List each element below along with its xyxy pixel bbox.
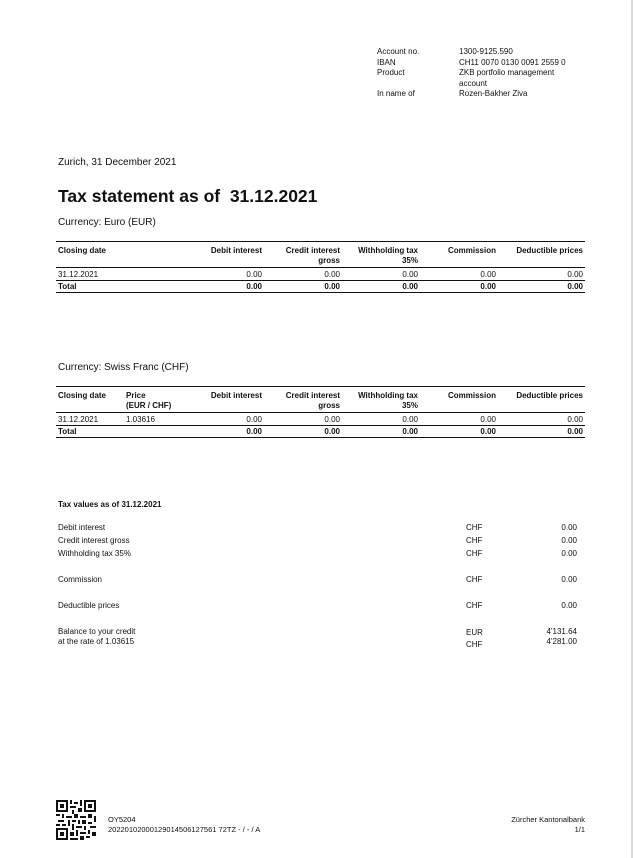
document-code: OY5204 [108, 815, 136, 824]
col-commission: Commission [420, 242, 498, 257]
cell-commission: 0.00 [420, 413, 498, 426]
qr-code-icon [56, 800, 96, 840]
col-deductible: Deductible prices [498, 387, 585, 402]
table-row [56, 268, 585, 281]
cell-total-deductible: 0.00 [498, 281, 585, 293]
cell-total-withholding: 0.00 [342, 281, 420, 293]
tax-values-labels [58, 521, 131, 560]
account-values [459, 47, 566, 100]
tv-currency: EUR [466, 628, 483, 637]
tv-value: 0.00 [561, 523, 577, 532]
col-commission: Commission [420, 387, 498, 402]
col-debit-interest: Debit interest [196, 242, 264, 257]
tv-value: 0.00 [561, 536, 577, 545]
col-credit-interest: Credit interest [264, 242, 342, 257]
account-labels [377, 47, 419, 100]
chf-table [56, 386, 585, 438]
footer-left [108, 815, 260, 835]
cell-deductible: 0.00 [498, 268, 585, 281]
total-row [56, 426, 585, 438]
place-date: Zurich, 31 December 2021 [58, 157, 177, 168]
tv-label-withholding: Withholding tax 35% [58, 549, 131, 558]
cell-deductible: 0.00 [498, 413, 585, 426]
chf-currency-label: Currency: Swiss Franc (CHF) [58, 362, 189, 373]
col-withholding-sub: 35% [342, 256, 420, 268]
col-credit-interest-sub: gross [264, 256, 342, 268]
tv-label-commission: Commission [58, 575, 103, 584]
tv-value: 0.00 [561, 601, 577, 610]
tax-values-title: Tax values as of 31.12.2021 [58, 500, 162, 509]
col-debit-interest: Debit interest [196, 387, 264, 402]
col-withholding-sub: 35% [342, 401, 420, 413]
document-reference: 20220102000129014506127561 72TZ - / - / A [108, 825, 261, 834]
tv-currency: CHF [466, 536, 483, 545]
cell-total-credit: 0.00 [264, 426, 342, 438]
cell-debit: 0.00 [196, 268, 264, 281]
tv-label-rate: at the rate of 1.03615 [58, 637, 135, 646]
cell-debit: 0.00 [196, 413, 264, 426]
cell-total-withholding: 0.00 [342, 426, 420, 438]
tv-label-debit: Debit interest [58, 523, 106, 532]
col-closing-date: Closing date [56, 242, 196, 257]
iban-label: IBAN [377, 57, 396, 67]
eur-table [56, 241, 585, 293]
cell-total-commission: 0.00 [420, 281, 498, 293]
table-row [56, 413, 585, 426]
tv-value: 0.00 [561, 575, 577, 584]
cell-total-label: Total [56, 426, 124, 438]
cell-withholding: 0.00 [342, 413, 420, 426]
cell-total-commission: 0.00 [420, 426, 498, 438]
col-credit-interest: Credit interest [264, 387, 342, 402]
tv-value: 4'281.00 [546, 637, 577, 646]
account-holder: Rozen-Bakher Ziva [459, 89, 528, 98]
tv-balance-labels [58, 627, 135, 647]
cell-total-debit: 0.00 [196, 281, 264, 293]
cell-total-label: Total [56, 281, 196, 293]
tv-currency: CHF [466, 549, 483, 558]
tv-value: 4'131.64 [546, 627, 577, 636]
account-label: Account no. [377, 47, 420, 56]
cell-withholding: 0.00 [342, 268, 420, 281]
cell-price: 1.03616 [124, 413, 196, 426]
cell-credit: 0.00 [264, 268, 342, 281]
col-withholding: Withholding tax [342, 242, 420, 257]
bank-name: Zürcher Kantonalbank [511, 815, 585, 824]
product-value: ZKB portfolio management [459, 68, 555, 77]
cell-date: 31.12.2021 [56, 413, 124, 426]
col-credit-interest-sub: gross [264, 401, 342, 413]
footer-right [511, 815, 585, 835]
tv-balance-amounts [547, 627, 577, 647]
product-label: Product [377, 68, 405, 77]
col-price: Price [124, 387, 196, 402]
col-closing-date: Closing date [56, 387, 124, 402]
tv-label-deductible: Deductible prices [58, 601, 120, 610]
tax-values-amounts [561, 521, 577, 560]
col-deductible: Deductible prices [498, 242, 585, 257]
tv-label-balance: Balance to your credit [58, 627, 136, 636]
cell-total-deductible: 0.00 [498, 426, 585, 438]
name-label: In name of [377, 89, 415, 98]
tax-values-currencies [466, 521, 482, 560]
tv-currency: CHF [466, 601, 483, 610]
cell-credit: 0.00 [264, 413, 342, 426]
tv-balance-currencies [466, 627, 483, 651]
cell-total-debit: 0.00 [196, 426, 264, 438]
page-title: Tax statement as of 31.12.2021 [58, 186, 318, 206]
total-row [56, 281, 585, 293]
col-withholding: Withholding tax [342, 387, 420, 402]
cell-date: 31.12.2021 [56, 268, 196, 281]
tv-label-credit: Credit interest gross [58, 536, 130, 545]
product-value-cont: account [459, 78, 488, 88]
page-number: 1/1 [574, 825, 585, 834]
cell-commission: 0.00 [420, 268, 498, 281]
tv-currency: CHF [466, 523, 483, 532]
iban-value: CH11 0070 0130 0091 2559 0 [459, 57, 566, 67]
tv-currency: CHF [466, 575, 483, 584]
tv-value: 0.00 [561, 549, 577, 558]
cell-total-credit: 0.00 [264, 281, 342, 293]
spacer-label [377, 79, 419, 90]
eur-currency-label: Currency: Euro (EUR) [58, 217, 156, 228]
tv-currency: CHF [466, 640, 483, 649]
col-price-sub: (EUR / CHF) [124, 401, 196, 413]
account-number: 1300-9125.590 [459, 47, 513, 56]
